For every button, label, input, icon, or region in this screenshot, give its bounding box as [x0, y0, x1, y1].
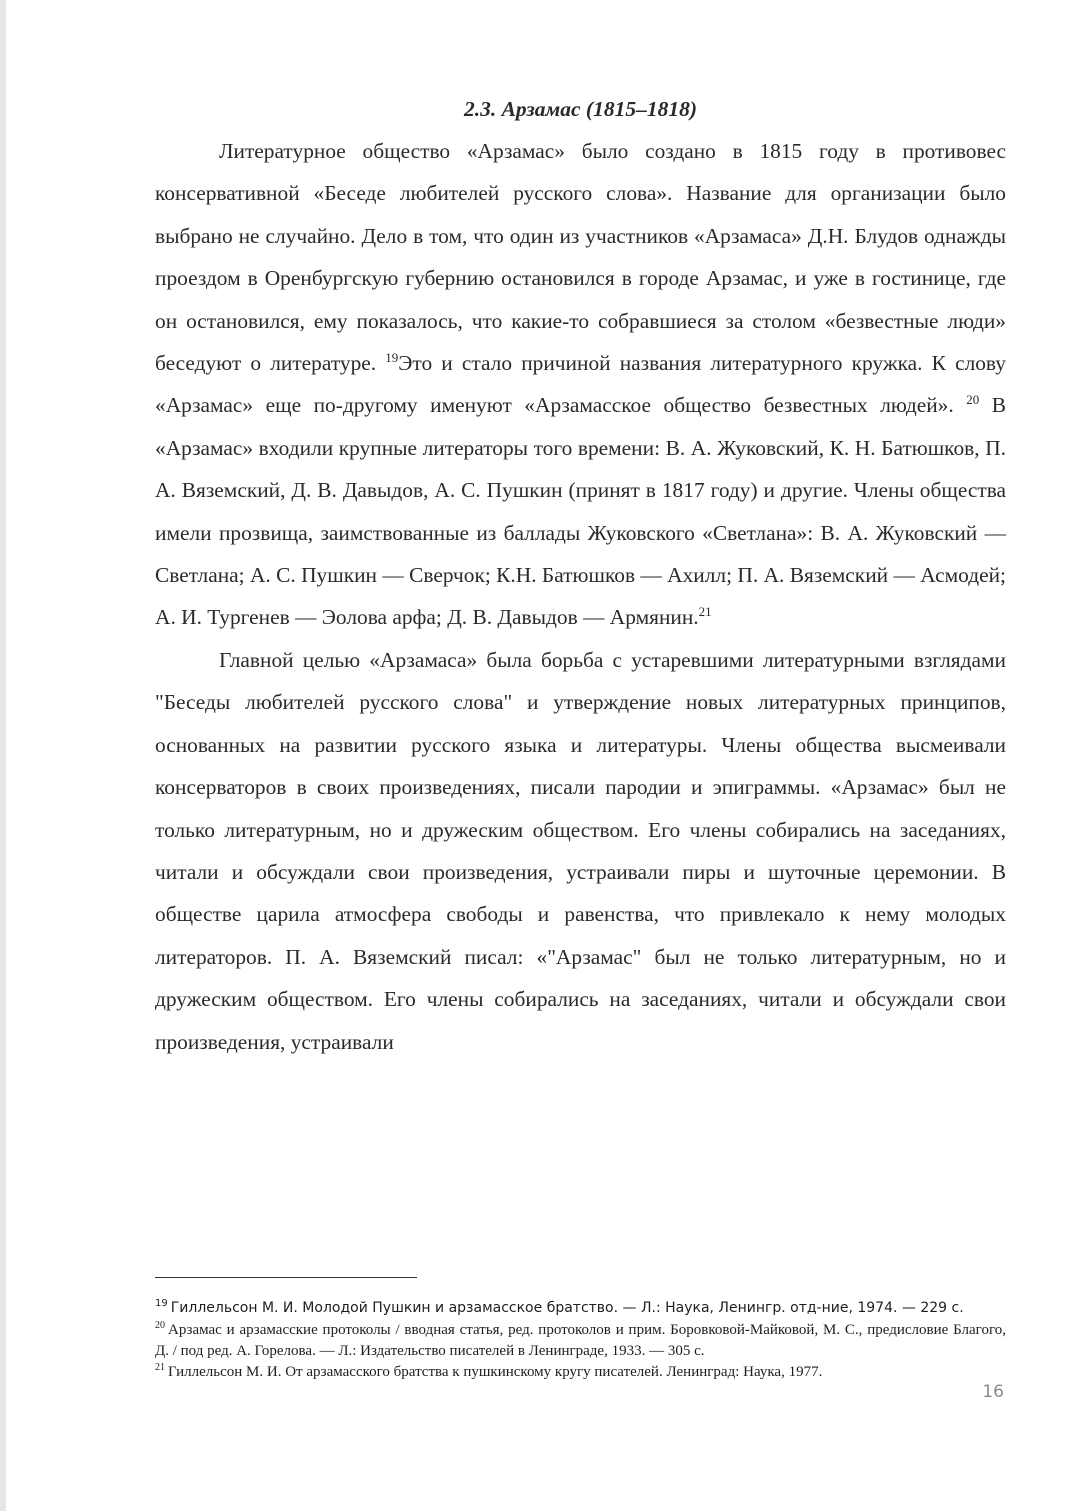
footnote-21	[155, 1362, 1006, 1383]
footnote-text: Гиллельсон М. И. От арзамасского братства к пушкинскому кругу писателей. Ленинград: Наука, 1977.	[168, 1364, 823, 1380]
main-text	[155, 88, 1006, 1063]
paragraph-1-part-2: Это и стало причиной названия литературного кружка. К слову «Арзамас» еще по-другому именуют «Арзамасское общество безвестных людей».	[155, 351, 1007, 418]
page-edge-shadow	[0, 0, 6, 1511]
footnote-ref-21[interactable]: 21	[698, 604, 712, 620]
footnote-text: Гиллельсон М. И. Молодой Пушкин и арзамасское братство. — Л.: Наука, Ленингр. отд-ние, 1974. — 229 с.	[170, 1300, 964, 1316]
section-heading: 2.3. Арзамас (1815–1818)	[463, 97, 698, 121]
footnote-number: 19	[155, 1298, 168, 1310]
footnotes	[155, 1297, 1006, 1383]
paragraph-1	[155, 130, 1006, 639]
footnote-separator	[155, 1277, 417, 1278]
paragraph-1-part-3: В «Арзамас» входили крупные литераторы того времени: В. А. Жуковский, К. Н. Батюшков, П. А. Вяземский, Д. В. Давыдов, А. С. Пушкин (принят в 1817 году) и другие. Члены общества имели прозвища, заимствованные из баллады Жуковского «Светлана»: В. А. Жуковский — Светлана; А. С. Пушкин — Сверчок; К.Н. Батюшков — Ахилл; П. А. Вяземский — Асмодей; А. И. Тургенев — Эолова арфа; Д. В. Давыдов — Армянин.	[155, 393, 1006, 630]
paragraph-1-part-1: Литературное общество «Арзамас» было создано в 1815 году в противовес консервативной «Беседе любителей русского слова». Название для организации было выбрано не случайно. Дело в том, что один из участников «Арзамаса» Д.Н. Блудов однажды проездом в Оренбургскую губернию остановился в городе Арзамас, и уже в гостинице, где он остановился, ему показалось, что какие-то собравшиеся за столом «безвестные люди» беседуют о литературе.	[155, 139, 1006, 376]
footnote-ref-19[interactable]: 19	[385, 349, 399, 365]
footnote-19	[155, 1297, 1006, 1320]
footnote-number: 20	[155, 1320, 165, 1331]
footnote-text: Арзамас и арзамасские протоколы / вводная статья, ред. протоколов и прим. Боровковой-Майковой, М. С., предисловие Благого, Д. / под ред. А. Горелова. — Л.: Издательство писателей в Ленинграде, 1933. — 305 с.	[155, 1322, 1006, 1359]
footnote-ref-20[interactable]: 20	[966, 392, 980, 408]
footnote-20	[155, 1320, 1006, 1362]
footnote-number: 21	[155, 1362, 165, 1373]
page-number: 16	[982, 1382, 1004, 1402]
paragraph-2: Главной целью «Арзамаса» была борьба с устаревшими литературными взглядами "Беседы любителей русского слова" и утверждение новых литературных принципов, основанных на развитии русского языка и литературы. Члены общества высмеивали консерваторов в своих произведениях, писали пародии и эпиграммы. «Арзамас» был не только литературным, но и дружеским обществом. Его члены собирались на заседаниях, читали и обсуждали свои произведения, устраивали пиры и шуточные церемонии. В обществе царила атмосфера свободы и равенства, что привлекало к нему молодых литераторов. П. А. Вяземский писал: «"Арзамас" был не только литературным, но и дружеским обществом. Его члены собирались на заседаниях, читали и обсуждали свои произведения, устраивали	[155, 647, 1006, 1054]
